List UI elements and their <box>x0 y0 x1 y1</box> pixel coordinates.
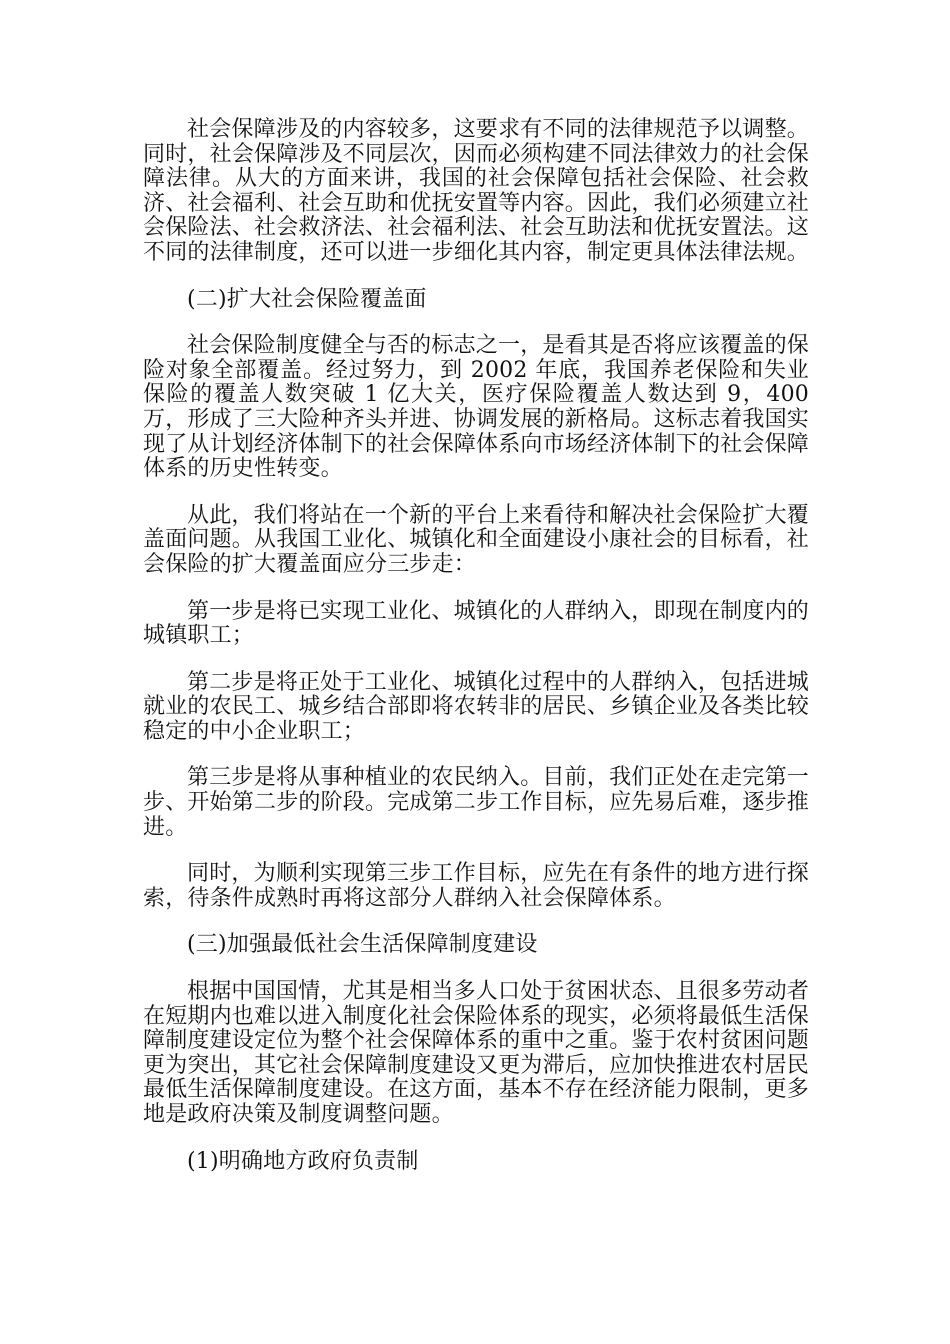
paragraph-step-three: 第三步是将从事种植业的农民纳入。目前，我们正处在走完第一步、开始第二步的阶段。完成第二步工作目标，应先易后难，逐步推进。 <box>143 765 810 840</box>
paragraph-step-two: 第二步是将正处于工业化、城镇化过程中的人群纳入，包括进城就业的农民工、城乡结合部即将农转非的居民、乡镇企业及各类比较稳定的中小企业职工； <box>143 669 810 744</box>
section-heading-expand-coverage: (二)扩大社会保险覆盖面 <box>187 286 427 312</box>
document-body <box>143 118 809 1196</box>
paragraph-step-three-exploration: 同时，为顺利实现第三步工作目标，应先在有条件的地方进行探索，待条件成熟时再将这部分人群纳入社会保障体系。 <box>143 861 809 911</box>
subsection-heading-local-government: (1)明确地方政府负责制 <box>187 1148 419 1174</box>
paragraph-minimum-living-security: 根据中国国情，尤其是相当多人口处于贫困状态、且很多劳动者在短期内也难以进入制度化社会保险体系的现实，必须将最低生活保障制度建设定位为整个社会保障体系的重中之重。鉴于农村贫困问题更为突出，其它社会保障制度建设又更为滞后，应加快推进农村居民最低生活保障制度建设。在这方面，基本不存在经济能力限制，更多地是政府决策及制度调整问题。 <box>143 979 810 1127</box>
paragraph-step-one: 第一步是将已实现工业化、城镇化的人群纳入，即现在制度内的城镇职工； <box>143 598 809 649</box>
paragraph-three-steps-intro: 从此，我们将站在一个新的平台上来看待和解决社会保险扩大覆盖面问题。从我国工业化、城镇化和全面建设小康社会的目标看，社会保险的扩大覆盖面应分三步走： <box>143 502 810 577</box>
paragraph-legal-framework: 社会保障涉及的内容较多，这要求有不同的法律规范予以调整。同时，社会保障涉及不同层次，因而必须构建不同法律效力的社会保障法律。从大的方面来讲，我国的社会保障包括社会保险、社会救济、社会福利、社会互助和优抚安置等内容。因此，我们必须建立社会保险法、社会救济法、社会福利法、社会互助法和优抚安置法。这不同的法律制度，还可以进一步细化其内容，制定更具体法律法规。 <box>143 117 810 265</box>
section-heading-minimum-living: (三)加强最低社会生活保障制度建设 <box>187 932 538 958</box>
paragraph-coverage-status: 社会保险制度健全与否的标志之一，是看其是否将应该覆盖的保险对象全部覆盖。经过努力，到 2002 年底，我国养老保险和失业保险的覆盖人数突破 1 亿大关，医疗保险覆盖人数达到 9，400 万，形成了三大险种齐头并进、协调发展的新格局。这标志着我国实现了从计划经济体制下的社会保障体系向市场经济体制下的社会保障体系的历史性转变。 <box>143 333 810 482</box>
